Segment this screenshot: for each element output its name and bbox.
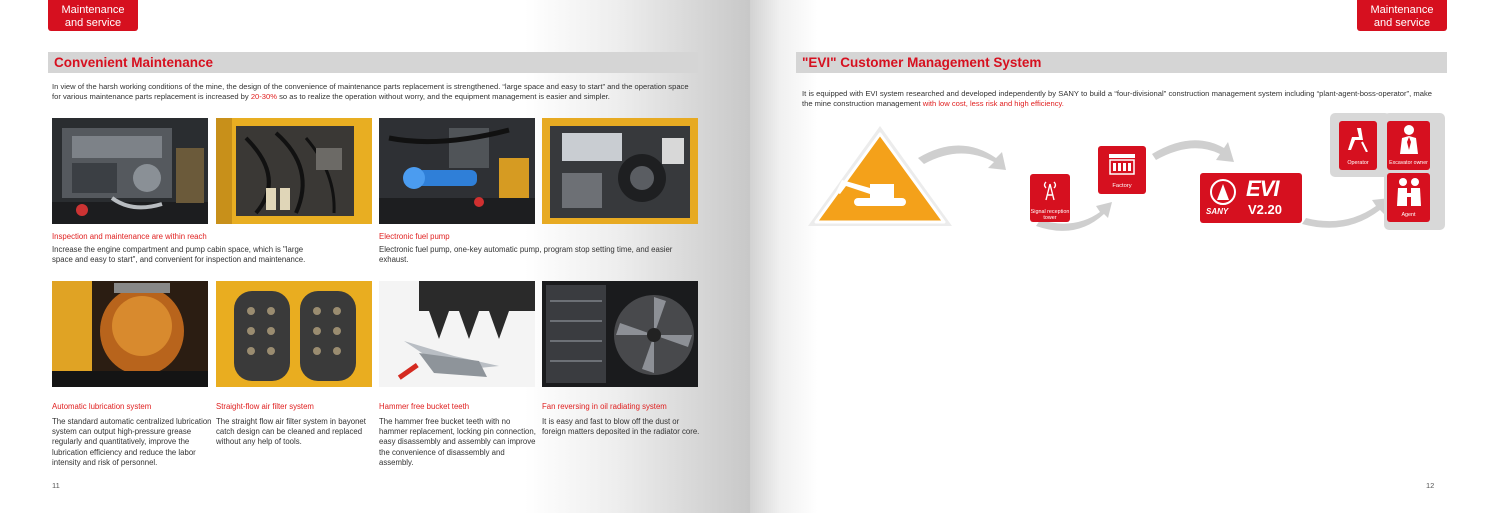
sany-logo-icon: [1210, 179, 1236, 205]
tab-line2: and service: [64, 17, 122, 29]
flow-arrow: [918, 146, 1006, 171]
feature-text: The standard automatic centralized lubrication system can output high-pressure grease regularly and quantitatively, improve the lubrication efficiency and reduce the labor intensity and risk of personnel.: [52, 417, 212, 467]
engine-compartment-photo: [52, 118, 208, 224]
intro-highlight: 20-30%: [250, 91, 277, 101]
tab-line2: and service: [1373, 17, 1431, 29]
engine-top-photo: [542, 118, 698, 224]
right-page: [750, 0, 1500, 513]
feature-title: Electronic fuel pump: [379, 232, 450, 241]
signal-label: Signal reception tower: [1030, 209, 1070, 221]
bucket-teeth-photo: [379, 281, 535, 387]
feature-title: Automatic lubrication system: [52, 402, 152, 411]
feature-title: Fan reversing in oil radiating system: [542, 402, 667, 411]
intro-text-end: so as to realize the operation without worry, and the equipment management is easier and simpler.: [277, 91, 610, 101]
electronic-fuel-pump-photo: [379, 118, 535, 224]
sany-evi-node: [1200, 173, 1302, 223]
intro-text: It is equipped with EVI system researched and developed independently by SANY to build a “four-divisional” construction management system including “plant-agent-boss-operator”, make the mine construction management: [802, 89, 1432, 108]
page-title: "EVI" Customer Management System: [802, 55, 1042, 70]
businessman-icon: [1399, 124, 1419, 154]
fan-reversing-photo: [542, 281, 698, 387]
section-title-bar: [48, 52, 698, 73]
evi-logo: EVI: [1246, 176, 1279, 201]
flow-arrow: [1302, 198, 1390, 228]
section-tab[interactable]: [48, 0, 138, 31]
feature-title: Inspection and maintenance are within reach: [52, 232, 207, 241]
intro-paragraph: [802, 89, 1432, 108]
building-icon: [1108, 152, 1136, 176]
section-title-bar: [796, 52, 1447, 73]
owner-label: Excavator owner: [1389, 160, 1428, 166]
feature-title: Straight-flow air filter system: [216, 402, 314, 411]
feature-text: It is easy and fast to blow off the dust or foreign matters deposited in the radiator core.: [542, 417, 700, 437]
pump-cabin-photo: [216, 118, 372, 224]
page-number: 11: [52, 481, 60, 490]
feature-title: Hammer free bucket teeth: [379, 402, 470, 411]
excavator-warning-triangle: [816, 134, 944, 222]
intro-text: In view of the harsh working conditions of the mine, the design of the convenience of maintenance parts replacement is strengthened. “large space and easy to start” and the operation space for various maintenance parts replacement is increased by: [52, 82, 689, 101]
tab-line1: Maintenance: [1370, 4, 1434, 16]
lubrication-system-photo: [52, 281, 208, 387]
page-number: 12: [1426, 481, 1435, 490]
brand-name: SANY: [1206, 207, 1229, 216]
operator-label: Operator: [1347, 160, 1369, 166]
feature-text: The straight flow air filter system in bayonet catch design can be cleaned and replaced without any help of tools.: [216, 417, 366, 447]
flow-arrow: [1152, 140, 1234, 162]
evi-version: V2.20: [1248, 202, 1282, 217]
tab-line1: Maintenance: [61, 4, 125, 16]
page-title: Convenient Maintenance: [54, 55, 214, 70]
intro-highlight: with low cost, less risk and high efficiency.: [922, 98, 1064, 108]
handshake-icon: [1396, 176, 1422, 206]
feature-text: Electronic fuel pump, one-key automatic pump, program stop setting time, and easier exhaust.: [379, 245, 673, 265]
antenna-icon: [1042, 178, 1058, 202]
seat-icon: [1347, 126, 1369, 152]
section-tab[interactable]: [1357, 0, 1447, 31]
intro-paragraph: [52, 82, 692, 101]
feature-text: The hammer free bucket teeth with no hammer replacement, locking pin connection, easy disassembly and assembly can improve the convenience of disassembly and assembly.: [379, 417, 536, 467]
factory-label: Factory: [1112, 183, 1132, 189]
agent-label: Agent: [1401, 212, 1416, 218]
feature-text: Increase the engine compartment and pump cabin space, which is "large space and easy to start", and convenient for inspection and maintenance.: [52, 245, 306, 265]
air-filter-photo: [216, 281, 372, 387]
